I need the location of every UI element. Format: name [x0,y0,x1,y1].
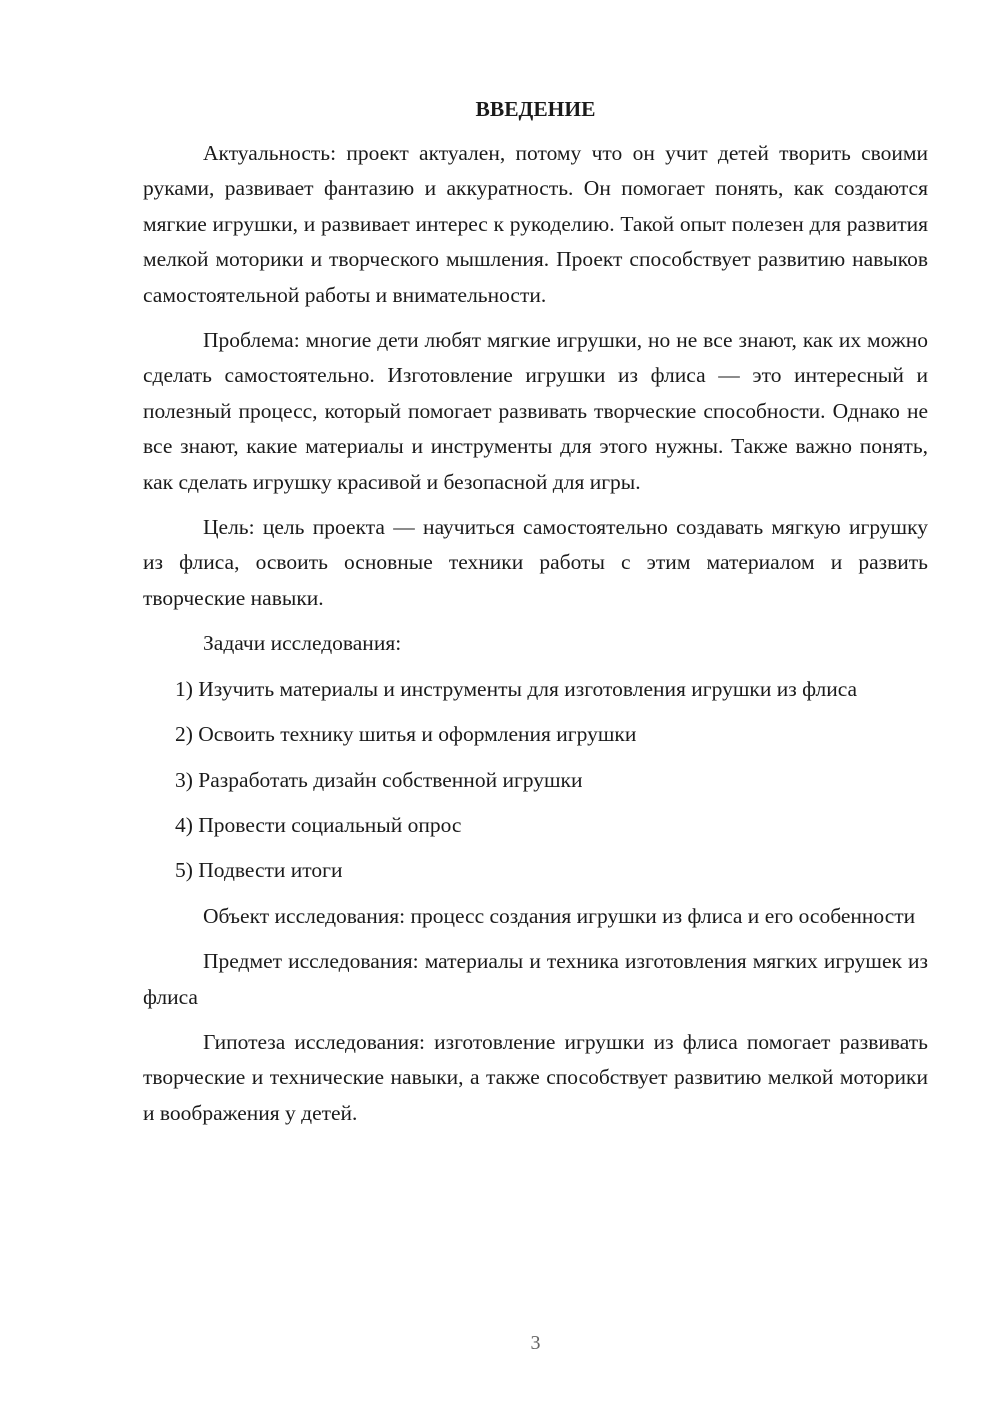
task-item-4: 4) Провести социальный опрос [175,812,462,837]
hypothesis-paragraph: Гипотеза исследования: изготовление игрушки из флиса помогает развивать творческие и технические навыки, а также способствует развитию мелкой моторики и воображения у детей. [143,1029,928,1125]
task-item-5: 5) Подвести итоги [175,858,343,883]
relevance-paragraph: Актуальность: проект актуален, потому что он учит детей творить своими руками, развивает фантазию и аккуратность. Он помогает понять, как создаются мягкие игрушки, и развивает интерес к рукоделию. Такой опыт полезен для развития мелкой моторики и творческого мышления. Проект способствует развитию навыков самостоятельной работы и внимательности. [143,141,928,307]
goal-paragraph: Цель: цель проекта — научиться самостоятельно создавать мягкую игрушку из флиса, освоить основные техники работы с этим материалом и развить творческие навыки. [143,515,928,610]
task-item-3: 3) Разработать дизайн собственной игрушки [175,767,583,792]
document-page [143,90,928,1141]
page-number: 3 [530,1332,541,1354]
task-item-1: 1) Изучить материалы и инструменты для изготовления игрушки из флиса [175,676,858,701]
subject-paragraph: Предмет исследования: материалы и техника изготовления мягких игрушек из флиса [143,949,928,1009]
tasks-heading: Задачи исследования: [203,631,402,656]
problem-paragraph: Проблема: многие дети любят мягкие игрушки, но не все знают, как их можно сделать самостоятельно. Изготовление игрушки из флиса — это интересный и полезный процесс, который помогает развивать творческие способности. Однако не все знают, какие материалы и инструменты для этого нужны. Также важно понять, как сделать игрушку красивой и безопасной для игры. [143,328,928,494]
task-item-2: 2) Освоить технику шитья и оформления игрушки [175,722,637,747]
object-paragraph: Объект исследования: процесс создания игрушки из флиса и его особенности [203,903,916,928]
page-title: ВВЕДЕНИЕ [475,97,596,121]
